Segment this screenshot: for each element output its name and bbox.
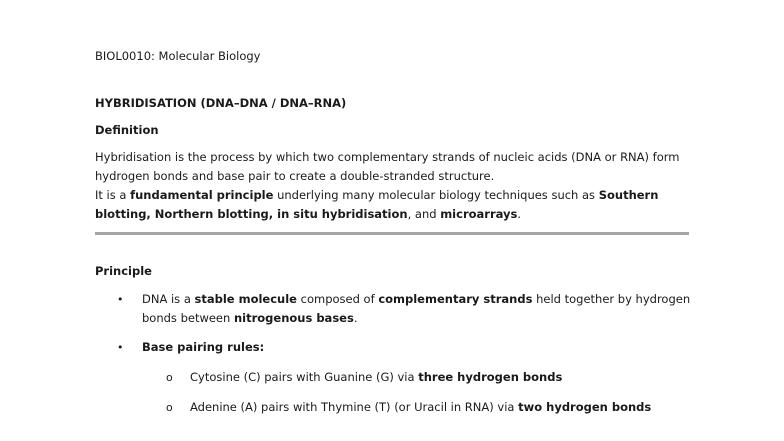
sub-1-text-b: three hydrogen bonds <box>418 370 563 384</box>
sub-2-text-a: Adenine (A) pairs with Thymine (T) (or Uracil in RNA) via <box>190 400 519 414</box>
sublist-item <box>95 398 695 417</box>
definition-heading: Definition <box>95 123 159 137</box>
bullet-1-text-d: complementary strands <box>378 292 533 306</box>
definition-text-2c: underlying many molecular biology techniques such as <box>273 188 599 202</box>
bullet-1-text-c: composed of <box>296 292 379 306</box>
list-item <box>95 338 695 417</box>
course-header: BIOL0010: Molecular Biology <box>95 49 261 63</box>
bullet-1-text-e: held together by hydrogen bonds between <box>142 292 691 325</box>
list-item <box>95 290 695 328</box>
bullet-icon: • <box>117 341 124 354</box>
definition-text-2f: microarrays <box>440 207 518 221</box>
bullet-1-text-a: DNA is a <box>142 292 195 306</box>
definition-text-2d: Southern blotting, Northern blotting, in situ hybridisation <box>95 188 659 221</box>
circle-bullet-icon: o <box>166 371 173 384</box>
document-title: HYBRIDISATION (DNA–DNA / DNA–RNA) <box>95 96 347 110</box>
bullet-2-text: Base pairing rules: <box>142 340 265 354</box>
definition-text-2b: fundamental principle <box>130 188 274 202</box>
definition-text-1: Hybridisation is the process by which two complementary strands of nucleic acids (DNA or RNA) form hydrogen bonds and base pair to create a double-stranded structure. <box>95 150 680 183</box>
bullet-1-text-f: nitrogenous bases <box>233 311 354 325</box>
document-page <box>95 47 695 428</box>
principle-list <box>95 290 695 417</box>
definition-text-2e: , and <box>407 207 441 221</box>
definition-paragraph <box>95 148 695 224</box>
sub-1-text-a: Cytosine (C) pairs with Guanine (G) via <box>190 370 419 384</box>
horizontal-divider <box>95 232 689 235</box>
base-pairing-sublist <box>95 368 695 417</box>
sublist-item <box>95 368 695 387</box>
bullet-1-text-b: stable molecule <box>194 292 297 306</box>
definition-text-2g: . <box>517 207 522 221</box>
principle-heading: Principle <box>95 264 152 278</box>
definition-text-2a: It is a <box>95 188 131 202</box>
sub-2-text-b: two hydrogen bonds <box>518 400 652 414</box>
bullet-icon: • <box>117 293 124 306</box>
circle-bullet-icon: o <box>166 401 173 414</box>
bullet-1-text-g: . <box>353 311 358 325</box>
